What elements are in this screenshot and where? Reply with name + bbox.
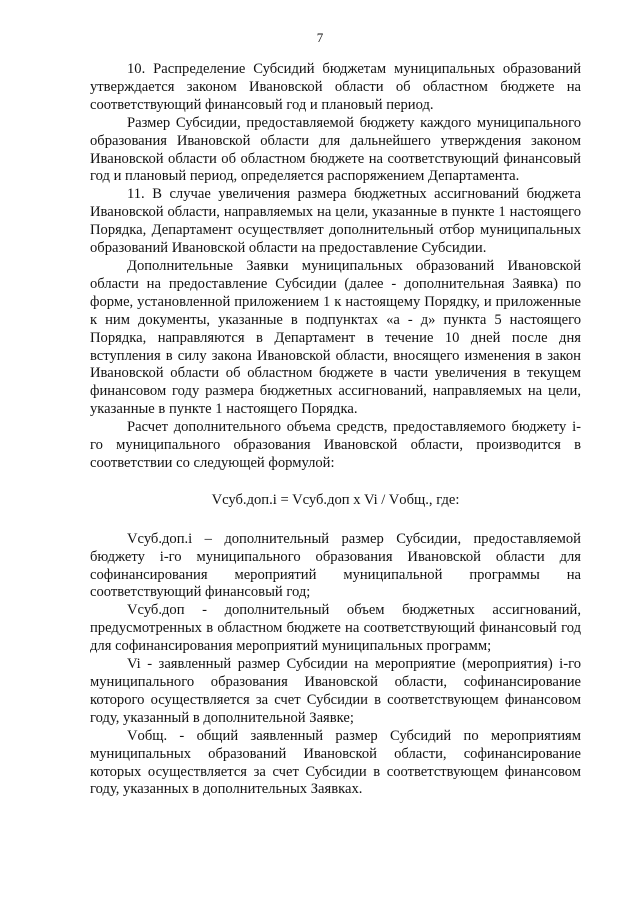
paragraph-11-calculation: Расчет дополнительного объема средств, предоставляемого бюджету i-го муниципального образования Ивановской области, производится в соответствии со следующей формулой: [90,419,581,471]
definition-vi: Vi - заявленный размер Субсидии на мероприятие (мероприятия) i-го муниципального образования Ивановской области, софинансирование которого осуществляется за счет Субсидии в соответствующем финансовом году, указанный в дополнительной Заявке; [90,656,581,726]
definition-vsub-dop: Vсуб.доп - дополнительный объем бюджетных ассигнований, предусмотренных в областном бюджете на соответствующий финансовый год для софинансирования мероприятий муниципальных программ; [90,602,581,655]
paragraph-10: 10. Распределение Субсидий бюджетам муниципальных образований утверждается законом Ивановской области об областном бюджете на соответствующий финансовый год и плановый период. [90,61,581,113]
paragraph-10-subsidy-size: Размер Субсидии, предоставляемой бюджету каждого муниципального образования Ивановской области для дальнейшего утверждения законом Ивановской области об областном бюджете на соответствующий финансовый год и плановый период, определяется распоряжением Департамента. [90,114,581,185]
definition-vobsh: Vобщ. - общий заявленный размер Субсидий по мероприятиям муниципальных образований Ивановской области, софинансирование которых осуществляется за счет Субсидии в соответствующем финансовом году, указанных в дополнительных Заявках. [90,727,581,798]
document-body [90,61,581,799]
formula: Vсуб.доп.i = Vсуб.доп x Vi / Vобщ., где: [211,491,460,508]
definition-vsub-dop-i: Vсуб.доп.i – дополнительный размер Субсидии, предоставляемой бюджету i-го муниципального образования Ивановской области для софинансирования мероприятий муниципальной программы на соответствующий финансовый год; [90,530,581,601]
page-number: 7 [316,30,324,45]
paragraph-11-additional-applications: Дополнительные Заявки муниципальных образований Ивановской области на предоставление Субсидии (далее - дополнительная Заявка) по форме, установленной приложением 1 к настоящему Порядку, и приложенные к ним документы, указанные в подпунктах «а - д» пункта 5 настоящего Порядка, направляются в Департамент в течение 10 дней после дня вступления в силу закона Ивановской области, вносящего изменения в закон Ивановской области об областном бюджете в части увеличения в текущем финансовом году размера бюджетных ассигнований, направляемых на цели, указанные в пункте 1 настоящего Порядка. [90,257,581,418]
paragraph-11: 11. В случае увеличения размера бюджетных ассигнований бюджета Ивановской области, направляемых на цели, указанные в пункте 1 настоящего Порядка, Департамент осуществляет дополнительный отбор муниципальных образований Ивановской области на предоставление Субсидии. [90,186,581,257]
